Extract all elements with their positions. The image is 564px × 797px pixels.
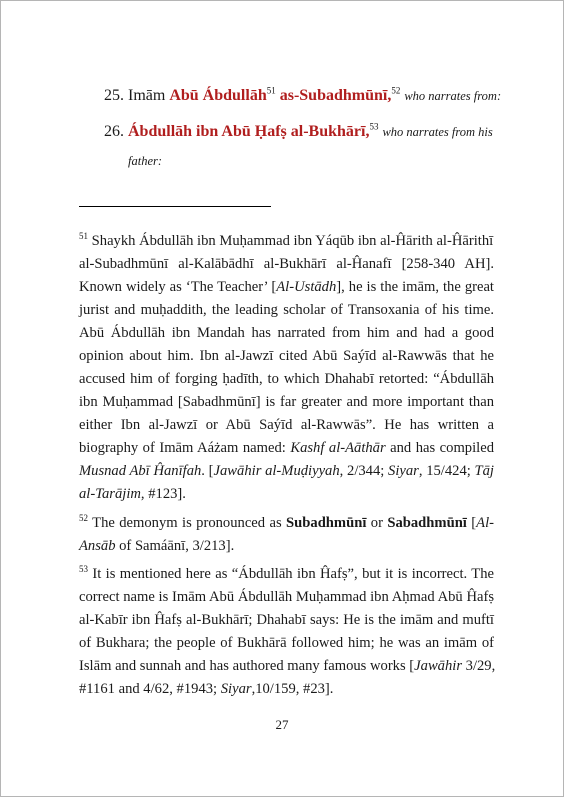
footnote-italic: al-Tarājim — [79, 486, 141, 502]
footnote-mark: 52 — [79, 513, 88, 524]
item-number: 25. — [104, 87, 124, 104]
footnote-ref: 53 — [369, 121, 379, 132]
footnote-ref: 52 — [391, 85, 401, 96]
footnote-italic: Jawāhir al-Muḍiyyah — [213, 463, 340, 479]
narration-phrase: who narrates from: — [404, 89, 502, 103]
footnote-bold: Sabadhmūnī — [387, 515, 467, 531]
footnote-text: biography of Imām Aáżam named: — [79, 440, 291, 456]
footnote-text: and has compiled — [385, 440, 494, 456]
footnote-ref: 51 — [266, 85, 276, 96]
footnote-italic: Siyar — [220, 681, 252, 697]
footnote-text: al-Kabīr ibn Ĥafṣ al-Bukhārī; Dhahabī says: He is the imām and muftī — [79, 612, 494, 628]
footnote-text: It is mentioned here as “Ábdullāh ibn Ĥafṣ”, but it is incorrect. The — [92, 566, 495, 582]
narration-phrase: who narrates from his — [382, 125, 493, 139]
item-number: 26. — [104, 123, 124, 140]
footnote-italic: Jawāhir — [414, 658, 463, 674]
footnote-text: accused him of forging ḥadīth, to which Dhahabī retorted: “Ábdullāh — [79, 371, 494, 387]
footnote-text: Known widely as ‘The Teacher’ [ — [79, 279, 277, 295]
footnote-italic: Al- — [476, 515, 494, 531]
footnote-text: opinion about him. Ibn al-Jawzī cited Abū Saýīd al-Rawwās that he — [79, 348, 494, 364]
footnote-italic: Ansāb — [79, 538, 116, 554]
chain-item-26 — [104, 123, 493, 141]
footnote-mark: 51 — [79, 231, 88, 242]
footnote-text: either Ibn al-Jawzī or Abū Saýīd al-Rawwās”. He has written a — [79, 417, 494, 433]
footnote-text: correct name is Imām Abū Ábdullāh Muḥammad ibn Aḥmad Abū Ĥafṣ — [79, 589, 494, 605]
page-number: 27 — [275, 717, 289, 732]
footnote-text: ibn Muḥammad [Sabadhmūnī] is far greater and more important than — [79, 394, 494, 410]
footnote-italic: Tāj — [474, 463, 494, 479]
narration-phrase-cont: father: — [128, 154, 163, 168]
narrator-name-part1: Abū Ábdullāh — [169, 87, 267, 104]
narrator-name: Ábdullāh ibn Abū Ḥafṣ al-Bukhārī, — [128, 123, 370, 140]
footnote-italic: Kashf al-Aāthār — [290, 440, 386, 456]
footnote-text: Shaykh Ábdullāh ibn Muḥammad ibn Yáqūb ibn al-Ĥārith al-Ĥārithī — [91, 233, 494, 249]
footnote-text: of Samáānī, 3/213]. — [115, 538, 235, 554]
narrator-name-part2: as-Subadhmūnī, — [279, 87, 392, 104]
footnote-text: , #123]. — [140, 486, 186, 502]
footnote-text: al-Subadhmūnī al-Kalābādhī al-Bukhārī al-Ĥanafī [258-340 AH]. — [79, 256, 494, 272]
footnote-text: ], he is the imām, the great — [336, 279, 494, 295]
chain-item-25 — [104, 87, 501, 105]
footnote-text: jurist and muḥaddith, the leading scholar of Transoxania of his time. — [79, 302, 494, 318]
footnote-italic: Musnad Abī Ĥanīfah — [79, 463, 202, 479]
footnote-bold: Subadhmūnī — [286, 515, 367, 531]
title-prefix: Imām — [128, 87, 166, 104]
footnote-italic: Siyar — [388, 463, 419, 479]
footnote-mark: 53 — [79, 564, 88, 575]
footnote-italic: Al-Ustādh — [276, 279, 337, 295]
footnote-text: Abū Ábdullāh ibn Mandah has narrated from him and had a good — [79, 325, 494, 341]
footnote-separator — [79, 206, 271, 207]
footnote-text: of Bukhara; the people of Bukhārā followed him; he was an imām of — [79, 635, 494, 651]
